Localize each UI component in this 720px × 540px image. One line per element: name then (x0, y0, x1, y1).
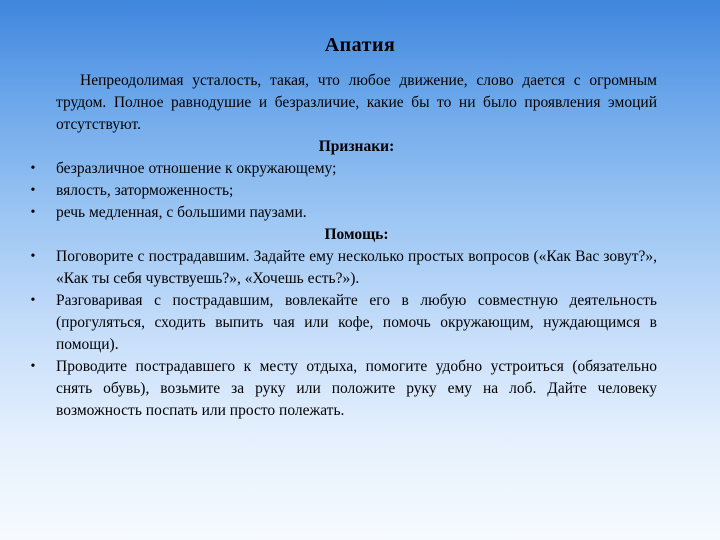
list-item (27, 158, 657, 180)
list-item (27, 290, 657, 356)
bullet-icon: • (30, 205, 36, 220)
list-item (27, 180, 657, 202)
list-item (27, 202, 657, 224)
bullet-icon: • (30, 183, 36, 198)
intro-paragraph: Непреодолимая усталость, такая, что любое движение, слово дается с огромным трудом. Полное равнодушие и безразличие, какие бы то ни было проявления эмоций отсутствуют. (56, 72, 657, 133)
bullet-icon: • (30, 161, 36, 176)
list-item-text: Проводите пострадавшего к месту отдыха, помогите удобно устроиться (обязательно снять обувь), возьмите за руку или положите руку ему на лоб. Дайте человеку возможность поспать или просто полежать. (56, 358, 657, 419)
list-item (27, 246, 657, 290)
list-item-text: безразличное отношение к окружающему; (56, 160, 337, 177)
help-list (27, 246, 657, 422)
signs-list (27, 158, 657, 224)
slide-content (27, 70, 657, 422)
bullet-icon: • (30, 359, 36, 374)
list-item (27, 356, 657, 422)
slide-title: Апатия (324, 34, 396, 56)
list-item-text: вялость, заторможенность; (56, 182, 234, 199)
list-item-text: Разговаривая с пострадавшим, вовлекайте его в любую совместную деятельность (прогуляться, сходить выпить чая или кофе, помочь окружающим, нуждающимся в помощи). (56, 292, 657, 353)
help-heading: Помощь: (324, 226, 389, 243)
signs-heading: Признаки: (318, 138, 395, 155)
list-item-text: Поговорите с пострадавшим. Задайте ему несколько простых вопросов («Как Вас зовут?», «Как ты себя чувствуешь?», «Хочешь есть?»). (56, 248, 657, 287)
bullet-icon: • (30, 249, 36, 264)
list-item-text: речь медленная, с большими паузами. (56, 204, 307, 221)
bullet-icon: • (30, 293, 36, 308)
